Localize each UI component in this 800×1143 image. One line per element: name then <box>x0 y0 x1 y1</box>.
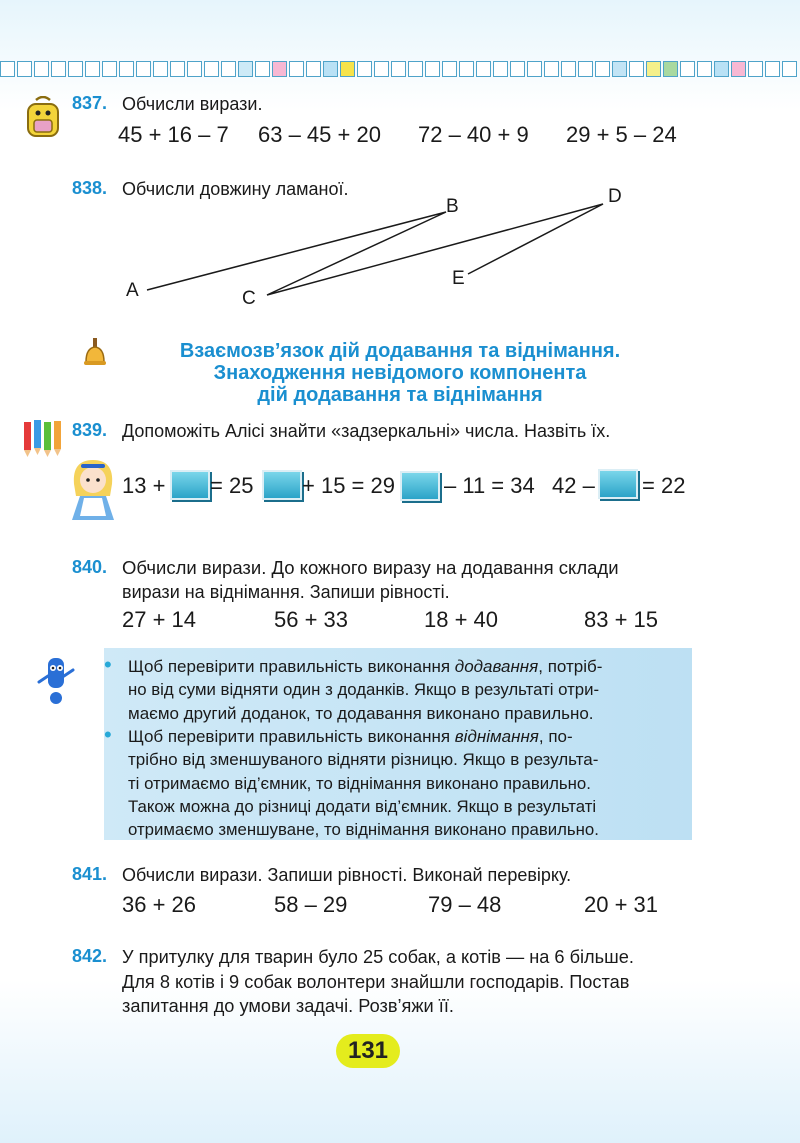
task-number-838: 838. <box>72 178 108 198</box>
exclamation-mascot-icon <box>36 656 76 706</box>
rule-2-line-1 <box>128 725 688 749</box>
task-837-text: Обчисли вирази. <box>122 94 263 114</box>
eq-839-2-right: + 15 = 29 <box>302 473 395 498</box>
rule-2-emphasis: віднімання <box>454 727 539 746</box>
rule-2-line-5: отримаємо зменшуване, то віднімання виконано правильно. <box>128 820 599 839</box>
expr-837-4: 29 + 5 – 24 <box>566 122 677 147</box>
expr-837-2: 63 – 45 + 20 <box>258 122 381 147</box>
task-840-line-2: вирази на віднімання. Запиши рівності. <box>122 582 450 602</box>
task-number-839: 839. <box>72 420 108 440</box>
answer-box-2[interactable] <box>262 470 302 500</box>
rule-1-text-a: Щоб перевірити правильність виконання <box>128 657 455 676</box>
task-number-842: 842. <box>72 946 108 966</box>
expr-837-1: 45 + 16 – 7 <box>118 122 229 147</box>
rule-2-line-4: Також можна до різниці додати від’ємник. Якщо в результаті <box>128 797 597 816</box>
expr-840-3: 18 + 40 <box>424 607 499 632</box>
task-number-837: 837. <box>72 93 108 113</box>
task-number-840: 840. <box>72 557 108 577</box>
point-label-d: D <box>608 186 622 207</box>
section-heading-line-2: Знаходження невідомого компонента <box>213 362 587 384</box>
expr-840-2: 56 + 33 <box>274 607 349 632</box>
answer-box-3[interactable] <box>400 471 440 501</box>
expr-841-3: 79 – 48 <box>428 892 502 917</box>
point-label-c: C <box>242 288 256 309</box>
point-label-b: B <box>446 196 459 217</box>
pencils-icon <box>18 418 68 458</box>
expr-841-1: 36 + 26 <box>122 892 197 917</box>
task-842-line-1: У притулку для тварин було 25 собак, а котів — на 6 більше. <box>122 947 634 967</box>
task-842-line-2: Для 8 котів і 9 собак волонтери знайшли господарів. Постав <box>122 972 630 992</box>
task-841-text: Обчисли вирази. Запиши рівності. Виконай перевірку. <box>122 865 572 885</box>
expr-840-1: 27 + 14 <box>122 607 197 632</box>
broken-line-figure <box>0 0 800 320</box>
expr-841-4: 20 + 31 <box>584 892 659 917</box>
rule-1-line-1 <box>128 655 688 679</box>
task-838-text: Обчисли довжину ламаної. <box>122 179 349 199</box>
eq-839-4-right: = 22 <box>642 473 686 498</box>
rule-1-line-3: маємо другий доданок, то додавання виконано правильно. <box>128 704 594 723</box>
section-heading-line-1: Взаємозв’язок дій додавання та віднімання. <box>179 340 621 362</box>
task-840-line-1: Обчисли вирази. До кожного виразу на додавання склади <box>122 557 619 578</box>
eq-839-1-right: = 25 <box>210 473 254 498</box>
point-label-e: E <box>452 268 465 289</box>
rule-2-line-2: трібно від зменшуваного відняти різницю. Якщо в результа- <box>128 750 599 769</box>
rule-1-text-b: , потріб- <box>538 657 603 676</box>
expr-840-4: 83 + 15 <box>584 607 659 632</box>
bullet-icon: • <box>104 652 112 677</box>
section-heading-line-3: дій додавання та віднімання <box>257 384 543 406</box>
answer-box-1[interactable] <box>170 470 210 500</box>
rule-1-emphasis: додавання <box>454 657 539 676</box>
expr-837-3: 72 – 40 + 9 <box>418 122 529 147</box>
point-label-a: A <box>126 280 139 301</box>
expr-841-2: 58 – 29 <box>274 892 348 917</box>
eq-839-3-right: – 11 = 34 <box>444 473 535 498</box>
task-842-line-3: запитання до умови задачі. Розв’яжи її. <box>122 996 454 1016</box>
rule-1-line-2: но від суми відняти один з доданків. Якщо в результаті отри- <box>128 680 600 699</box>
task-839-text: Допоможіть Алісі знайти «задзеркальні» числа. Назвіть їх. <box>122 421 611 441</box>
rule-2-text-a: Щоб перевірити правильність виконання <box>128 727 455 746</box>
task-number-841: 841. <box>72 864 108 884</box>
answer-box-4[interactable] <box>598 469 638 499</box>
page-number: 131 <box>336 1034 400 1068</box>
rule-2-line-3: ті отримаємо від’ємник, то віднімання виконано правильно. <box>128 774 591 793</box>
alice-figure-icon <box>66 456 120 532</box>
bullet-icon: • <box>104 722 112 747</box>
eq-839-4-left: 42 – <box>552 473 595 498</box>
rule-box <box>104 648 692 840</box>
rule-2-text-b: , по- <box>538 727 573 746</box>
eq-839-1-left: 13 + <box>122 473 166 498</box>
